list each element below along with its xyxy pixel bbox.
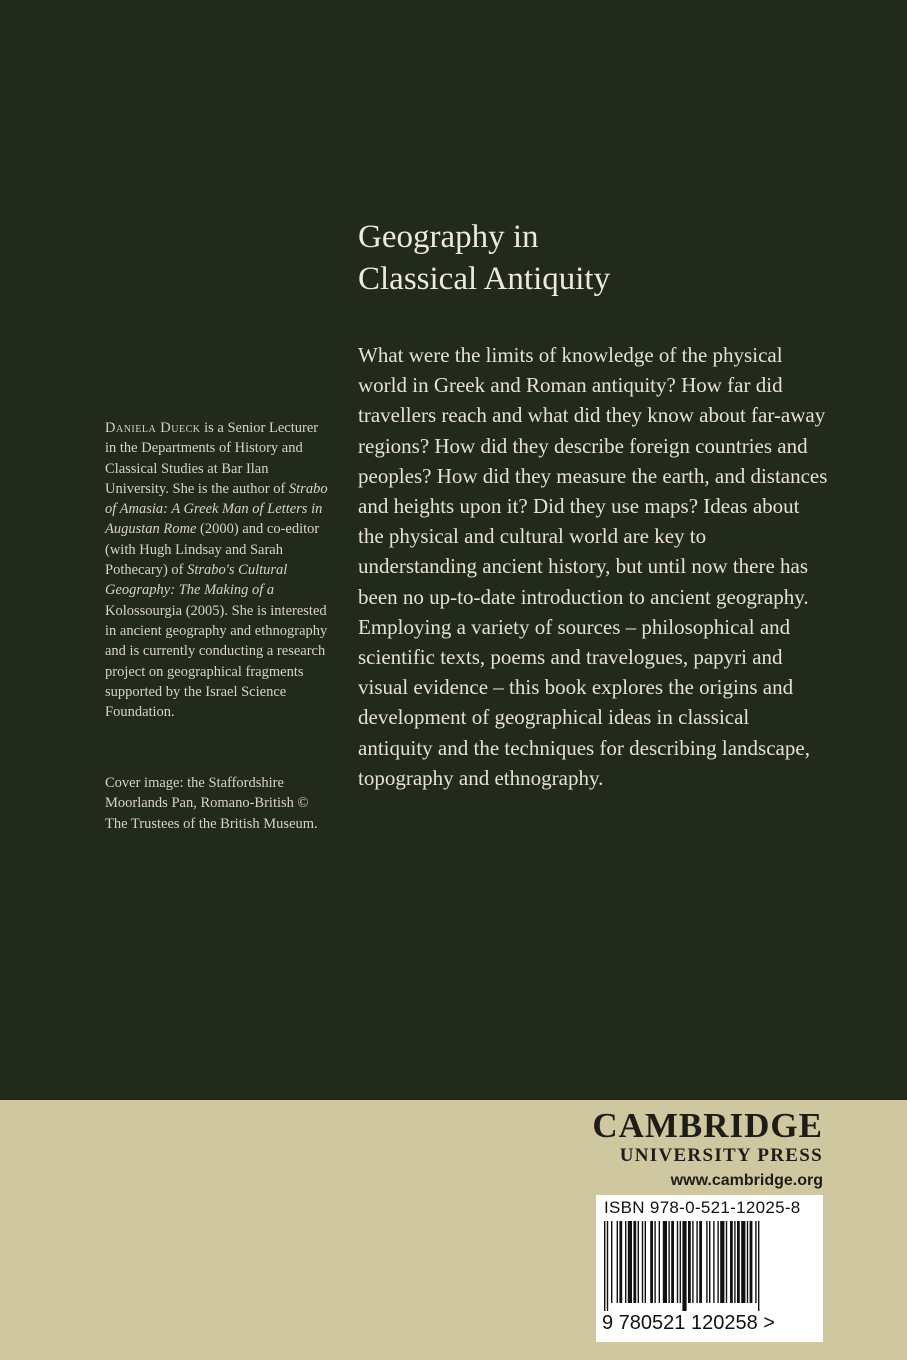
- barcode-bar: [633, 1221, 636, 1303]
- barcode-bar: [611, 1221, 612, 1303]
- barcode-bar: [741, 1221, 745, 1303]
- barcode-bars: [604, 1221, 815, 1311]
- barcode-bar: [758, 1221, 759, 1311]
- bio-middle: (2000) and co-editor (with Hugh Lindsay and Sarah Pothecary) of: [105, 521, 320, 579]
- barcode-bar: [645, 1221, 646, 1303]
- barcode-bar: [628, 1221, 632, 1303]
- barcode-bar: [750, 1221, 753, 1303]
- barcode-bar: [680, 1221, 681, 1303]
- barcode-bar: [717, 1221, 718, 1303]
- barcode-bar: [730, 1221, 733, 1303]
- isbn-barcode: [596, 1195, 823, 1342]
- author-bio: [105, 418, 331, 722]
- barcode-bar: [671, 1221, 674, 1303]
- barcode-bar: [625, 1221, 626, 1303]
- barcode-bar: [654, 1221, 655, 1303]
- barcode-bar: [619, 1221, 622, 1303]
- book-title: [358, 216, 838, 300]
- barcode-bar: [638, 1221, 639, 1303]
- barcode-bar: [726, 1221, 727, 1303]
- barcode-bar: [692, 1221, 693, 1303]
- barcode-bar: [650, 1221, 653, 1303]
- barcode-bar: [677, 1221, 678, 1303]
- barcode-bar: [747, 1221, 748, 1303]
- author-name: Daniela Dueck: [105, 420, 201, 436]
- publisher-url: www.cambridge.org: [670, 1172, 823, 1189]
- publisher-name: CAMBRIDGE: [592, 1106, 823, 1145]
- barcode-bar: [659, 1221, 660, 1303]
- barcode-bar: [696, 1221, 697, 1303]
- barcode-bar: [682, 1221, 686, 1311]
- bio-work-2: Strabo's Cultural Geography: The Making of a: [105, 562, 288, 599]
- barcode-bar: [737, 1221, 740, 1303]
- bio-work-1: Strabo of Amasia: A Greek Man of Letters in Augustan Rome: [105, 480, 328, 538]
- barcode-bar: [607, 1221, 608, 1311]
- title-line-2: Classical Antiquity: [358, 261, 611, 297]
- bio-rest: Kolossourgia (2005). She is interested in ancient geography and ethnography and is currently conducting a research project on geographical fragments supported by the Israel Science Foundation.: [105, 602, 328, 721]
- cover-image-credit: Cover image: the Staffordshire Moorlands Pan, Romano-British © The Trustees of the British Museum.: [105, 775, 318, 832]
- barcode-bar: [734, 1221, 735, 1303]
- barcode-bar: [617, 1221, 618, 1303]
- barcode-bar: [709, 1221, 710, 1303]
- publisher-subtitle: UNIVERSITY PRESS: [619, 1145, 823, 1166]
- barcode-bar: [663, 1221, 667, 1303]
- book-blurb: What were the limits of knowledge of the physical world in Greek and Roman antiquity? How far did travellers reach and what did they know about far-away regions? How did they describe foreign countries and peoples? How did they measure the earth, and distances and heights upon it? Did they use maps? Ideas about the physical and cultural world are key to understanding ancient history, but until now there has been no up-to-date introduction to ancient geography. Employing a variety of sources – philosophical and scientific texts, poems and travelogues, papyri and visual evidence – this book explores the origins and development of geographical ideas in classical antiquity and the techniques for describing landscape, topography and ethnography.: [358, 343, 828, 790]
- barcode-bar: [642, 1221, 643, 1303]
- barcode-bar: [699, 1221, 702, 1303]
- barcode-bar: [668, 1221, 669, 1303]
- barcode-bar: [706, 1221, 707, 1303]
- barcode-bar: [720, 1221, 724, 1303]
- title-line-1: Geography in: [358, 219, 539, 255]
- barcode-bar: [713, 1221, 714, 1303]
- isbn-label: ISBN 978-0-521-12025-8: [604, 1198, 801, 1217]
- barcode-bar: [688, 1221, 691, 1303]
- barcode-digits-text: 9 780521 120258 >: [602, 1312, 775, 1334]
- barcode-bar: [604, 1221, 605, 1311]
- barcode-bar: [755, 1221, 756, 1303]
- bio-intro: is a Senior Lecturer in the Departments of History and Classical Studies at Bar Ilan University. She is the author of: [105, 420, 319, 497]
- publisher-block: [592, 1107, 823, 1193]
